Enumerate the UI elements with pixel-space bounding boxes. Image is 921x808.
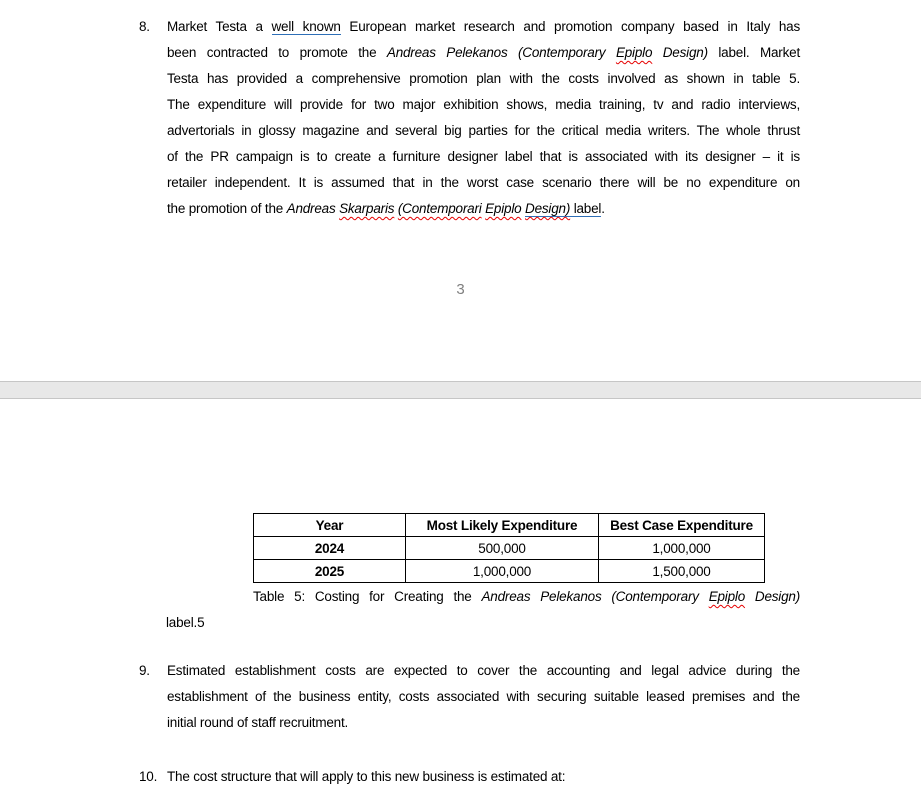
text-line: the promotion of the Andreas Skarparis (Contemporari Epiplo Design) label. — [167, 201, 605, 216]
page-number: 3 — [456, 281, 465, 298]
caption-line: Table 5: Costing for Creating the Andreas Pelekanos (Contemporary Epiplo Design) — [253, 589, 801, 604]
text-line: Testa has provided a comprehensive promotion plan with the costs involved as shown in table 5. — [167, 71, 800, 86]
table-header-year: Year — [254, 514, 406, 537]
text-line: retailer independent. It is assumed that in the worst case scenario there will be no expenditure on — [167, 175, 800, 190]
table-cell-best-case: 1,500,000 — [599, 560, 765, 583]
text-line: of the PR campaign is to create a furniture designer label that is associated with its designer – it is — [167, 149, 800, 164]
expenditure-table — [253, 513, 765, 583]
paragraph-10-body — [167, 764, 800, 790]
table-header-most-likely: Most Likely Expenditure — [406, 514, 599, 537]
paragraph-8-body — [167, 14, 800, 222]
text-line: establishment of the business entity, costs associated with securing suitable leased premises and the — [167, 689, 800, 704]
table-row — [254, 537, 765, 560]
text-line: Market Testa a well known European market research and promotion company based in Italy has — [167, 19, 800, 34]
caption-line: label.5 — [166, 615, 205, 630]
table-cell-year: 2024 — [254, 537, 406, 560]
text-line: initial round of staff recruitment. — [167, 715, 349, 730]
table-cell-best-case: 1,000,000 — [599, 537, 765, 560]
table-cell-most-likely: 1,000,000 — [406, 560, 599, 583]
list-number-8: 8. — [139, 19, 150, 34]
text-line: The cost structure that will apply to this new business is estimated at: — [167, 769, 566, 784]
table-row — [254, 560, 765, 583]
text-line: advertorials in glossy magazine and several big parties for the critical media writers. The whole thrust — [167, 123, 800, 138]
text-line: The expenditure will provide for two major exhibition shows, media training, tv and radio interviews, — [167, 97, 800, 112]
list-item-8 — [139, 14, 800, 222]
table-cell-year: 2025 — [254, 560, 406, 583]
table-caption — [166, 584, 800, 636]
list-item-9 — [139, 658, 800, 736]
paragraph-9-body — [167, 658, 800, 736]
text-line: been contracted to promote the Andreas Pelekanos (Contemporary Epiplo Design) label. Market — [167, 45, 801, 60]
table-header-best-case: Best Case Expenditure — [599, 514, 765, 537]
table-header-row — [254, 514, 765, 537]
list-number-10: 10. — [139, 769, 158, 784]
text-line: Estimated establishment costs are expected to cover the accounting and legal advice during the — [167, 663, 800, 678]
page-break-separator — [0, 381, 921, 399]
list-item-10 — [139, 764, 800, 790]
table-cell-most-likely: 500,000 — [406, 537, 599, 560]
list-number-9: 9. — [139, 663, 150, 678]
